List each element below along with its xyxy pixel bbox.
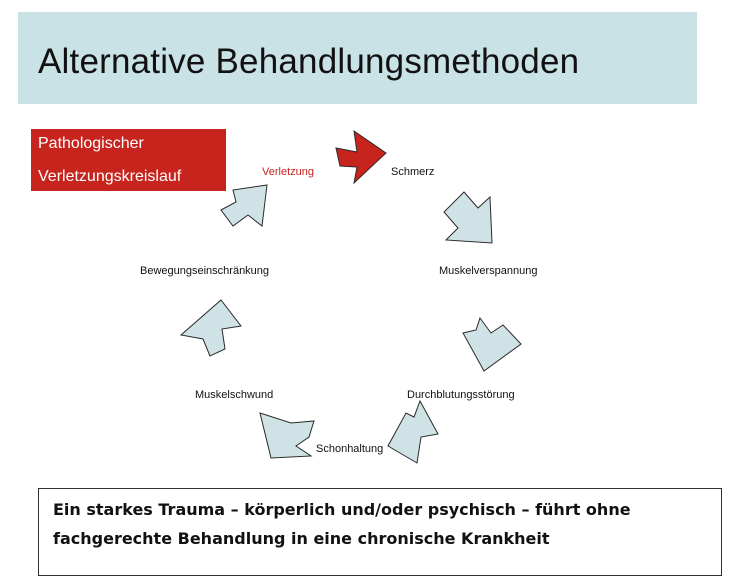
summary-line2: fachgerechte Behandlung in eine chronische Krankheit [53, 529, 550, 548]
summary-box [38, 488, 722, 576]
summary-line1: Ein starkes Trauma – körperlich und/oder psychisch – führt ohne [53, 500, 631, 519]
arrow-schmerz-muskelverspannung [444, 192, 492, 243]
node-muskelverspannung: Muskelverspannung [439, 265, 538, 277]
node-durchblutungsstoerung: Durchblutungsstörung [407, 389, 515, 401]
node-bewegungseinschraenkung: Bewegungseinschränkung [140, 265, 270, 277]
cycle-label-line2: Verletzungskreislauf [38, 168, 182, 185]
node-muskelschwund: Muskelschwund [195, 389, 274, 401]
node-verletzung: Verletzung [262, 166, 314, 178]
arrow-verletzung-schmerz [336, 131, 386, 183]
arrow-muskelverspannung-durchblutung [463, 318, 521, 371]
node-schonhaltung: Schonhaltung [316, 443, 384, 455]
arrow-durchblutung-schonhaltung [388, 401, 438, 463]
cycle-label-line1: Pathologischer [38, 135, 144, 152]
page-title: Alternative Behandlungsmethoden [38, 42, 580, 81]
arrow-muskelschwund-bewegung [181, 300, 241, 356]
node-schmerz: Schmerz [391, 166, 435, 178]
arrow-bewegung-verletzung [221, 185, 267, 226]
arrow-schonhaltung-muskelschwund [260, 413, 314, 458]
